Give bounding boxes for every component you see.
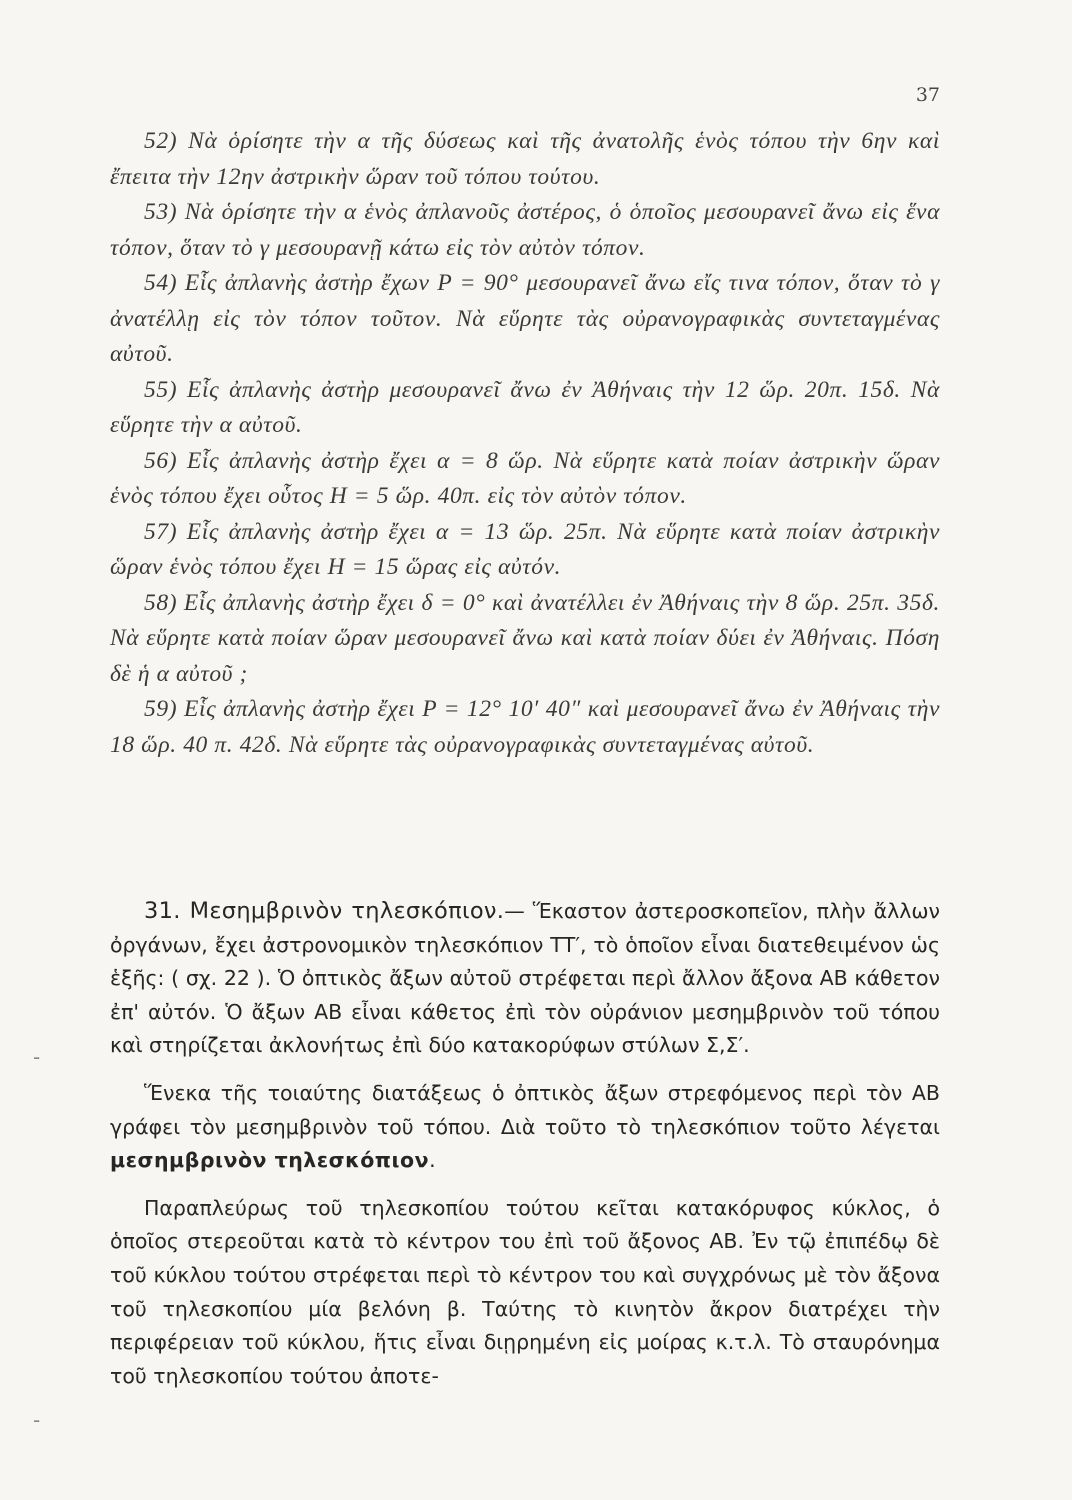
exercise-59: 59) Εἷς ἀπλανὴς ἀστὴρ ἔχει P = 12° 10′ 40″ καὶ μεσουρανεῖ ἄνω ἐν Ἀθήναις τὴν 18 ὥρ. 40 π. 42δ. Νὰ εὕρητε τὰς οὐρανογραφικὰς συντεταγμένας αὐτοῦ.	[110, 696, 940, 758]
section-paragraph-3: Παραπλεύρως τοῦ τηλεσκοπίου τούτου κεῖται κατακόρυφος κύκλος, ὁ ὁποῖος στερεοῦται κατὰ τὸ κέντρον του ἐπὶ τοῦ ἄξονος ΑΒ. Ἐν τῷ ἐπιπέδῳ δὲ τοῦ κύκλου τούτου στρέφεται περὶ τὸ κέντρον του καὶ συγχρόνως μὲ τὸν ἄξονα τοῦ τηλεσκοπίου μία βελόνη β. Ταύτης τὸ κινητὸν ἄκρον διατρέχει τὴν περιφέρειαν τοῦ κύκλου, ἥτις εἶναι διῃρημένη εἰς μοίρας κ.τ.λ. Τὸ σταυρόνημα τοῦ τηλεσκοπίου τούτου ἀποτε-	[110, 1195, 940, 1388]
exercise-58: 58) Εἷς ἀπλανὴς ἀστὴρ ἔχει δ = 0° καὶ ἀνατέλλει ἐν Ἀθήναις τὴν 8 ὥρ. 25π. 35δ. Νὰ εὕρητε κατὰ ποίαν ὥραν μεσουρανεῖ ἄνω καὶ κατὰ ποίαν δύει ἐν Ἀθήναις. Πόση δὲ ἡ α αὐτοῦ ;	[110, 589, 940, 687]
paragraph-2-end: .	[429, 1148, 436, 1173]
paragraph-2-text: Ἕνεκα τῆς τοιαύτης διατάξεως ὁ ὀπτικὸς ἄξων στρεφόμενος περὶ τὸν ΑΒ γράφει τὸν μεσημβρινὸν τοῦ τόπου. Διὰ τοῦτο τὸ τηλεσκόπιον τοῦτο λέγεται	[110, 1080, 940, 1139]
section-paragraph-1	[110, 895, 940, 1063]
section-paragraph-2	[110, 1077, 940, 1178]
exercise-list	[110, 124, 940, 763]
exercise-53: 53) Νὰ ὁρίσητε τὴν α ἑνὸς ἀπλανοῦς ἀστέρος, ὁ ὁποῖος μεσουρανεῖ ἄνω εἰς ἕνα τόπον, ὅταν τὸ γ μεσουρανῇ κάτω εἰς τὸν αὐτὸν τόπον.	[110, 199, 940, 261]
section-body	[110, 895, 940, 1393]
margin-dash-mark: -	[33, 1045, 41, 1069]
paragraph-1-text: — Ἕκαστον ἀστεροσκοπεῖον, πλὴν ἄλλων ὀργάνων, ἔχει ἀστρονομικὸν τηλεσκόπιον ΤΤ′, τὸ ὁποῖον εἶναι διατεθειμένον ὡς ἑξῆς: ( σχ. 22 ). Ὁ ὀπτικὸς ἄξων αὐτοῦ στρέφεται περὶ ἄλλον ἄξονα ΑΒ κάθετον ἐπ' αὐτόν. Ὁ ἄξων ΑΒ εἶναι κάθετος ἐπὶ τὸν οὐράνιον μεσημβρινὸν τοῦ τόπου καὶ στηρίζεται ἀκλονήτως ἐπὶ δύο κατακορύφων στύλων Σ,Σ′.	[110, 899, 940, 1058]
exercise-54: 54) Εἷς ἀπλανὴς ἀστὴρ ἔχων P = 90° μεσουρανεῖ ἄνω εἴς τινα τόπον, ὅταν τὸ γ ἀνατέλλῃ εἰς τὸν τόπον τοῦτον. Νὰ εὕρητε τὰς οὐρανογραφικὰς συντεταγμένας αὐτοῦ.	[110, 270, 940, 367]
section-heading: 31. Μεσημβρινὸν τηλεσκόπιον.	[144, 898, 505, 924]
margin-dash-mark: -	[33, 1408, 41, 1432]
page-number: 37	[915, 84, 940, 106]
exercise-56: 56) Εἷς ἀπλανὴς ἀστὴρ ἔχει α = 8 ὥρ. Νὰ εὕρητε κατὰ ποίαν ἀστρικὴν ὥραν ἑνὸς τόπου ἔχει οὗτος H = 5 ὥρ. 40π. εἰς τὸν αὐτὸν τόπον.	[110, 447, 940, 509]
exercise-57: 57) Εἷς ἀπλανὴς ἀστὴρ ἔχει α = 13 ὥρ. 25π. Νὰ εὕρητε κατὰ ποίαν ἀστρικὴν ὥραν ἑνὸς τόπου ἔχει H = 15 ὥρας εἰς αὐτόν.	[110, 518, 940, 580]
exercise-52: 52) Νὰ ὁρίσητε τὴν α τῆς δύσεως καὶ τῆς ἀνατολῆς ἑνὸς τόπου τὴν 6ην καὶ ἔπειτα τὴν 12ην ἀστρικὴν ὥραν τοῦ τόπου τούτου.	[110, 128, 940, 190]
exercise-55: 55) Εἷς ἀπλανὴς ἀστὴρ μεσουρανεῖ ἄνω ἐν Ἀθήναις τὴν 12 ὥρ. 20π. 15δ. Νὰ εὕρητε τὴν α αὐτοῦ.	[110, 376, 940, 438]
bold-term: μεσημβρινὸν τηλεσκόπιον	[110, 1148, 430, 1173]
